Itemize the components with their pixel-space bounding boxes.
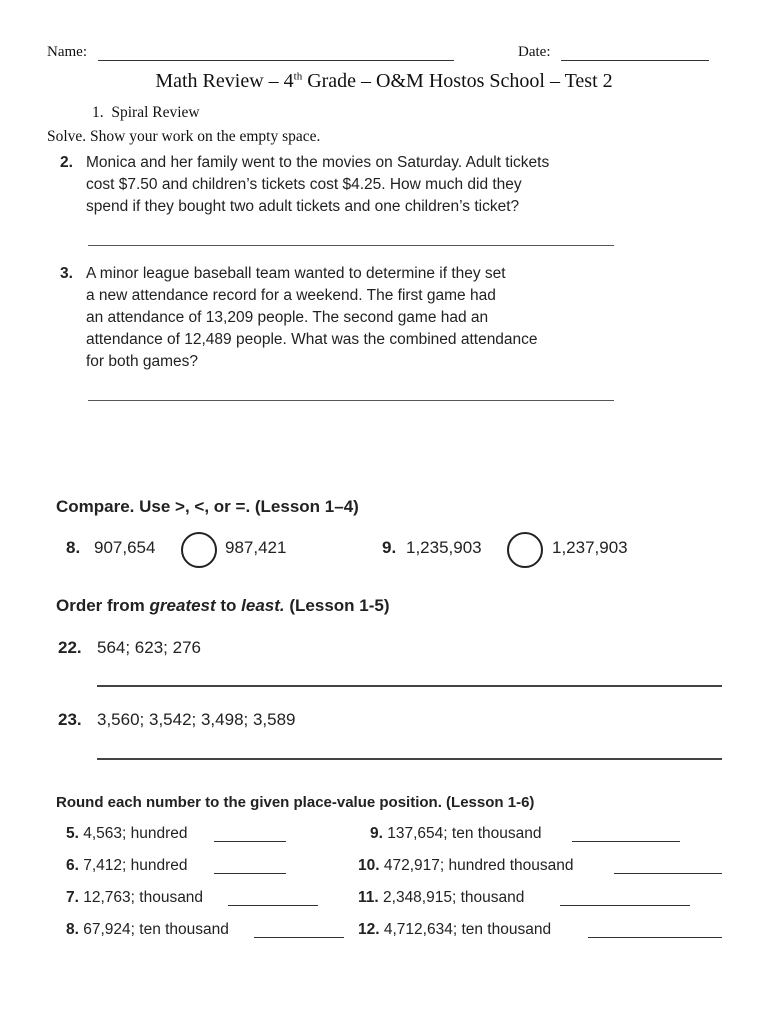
round-9-answer-line[interactable] [572, 841, 680, 842]
round-item-number: 7. [66, 889, 79, 906]
round-8-answer-line[interactable] [254, 937, 344, 938]
round-item-text: 7,412; hundred [83, 857, 188, 874]
instruction-text: Solve. Show your work on the empty space. [47, 128, 321, 145]
order-22-values: 564; 623; 276 [97, 638, 201, 657]
problem-3-answer-line[interactable] [88, 400, 614, 401]
round-item-text: 4,712,634; ten thousand [383, 921, 552, 938]
problem-3-line: an attendance of 13,209 people. The second game had an [86, 309, 489, 326]
round-6-answer-line[interactable] [214, 873, 286, 874]
round-item-9 [370, 825, 542, 843]
date-field[interactable] [561, 60, 709, 61]
order-heading-c: (Lesson 1-5) [284, 596, 390, 615]
order-23-answer-line[interactable] [97, 758, 722, 760]
compare-9-number: 9. [382, 538, 397, 557]
round-item-number: 6. [66, 857, 79, 874]
round-item-8 [66, 921, 229, 939]
round-10-answer-line[interactable] [614, 873, 722, 874]
round-item-number: 10. [358, 857, 380, 874]
name-field[interactable] [98, 60, 454, 61]
round-item-number: 11. [358, 889, 379, 906]
round-7-answer-line[interactable] [228, 905, 318, 906]
order-23-number: 23. [58, 710, 82, 729]
round-item-text: 2,348,915; thousand [383, 889, 525, 906]
problem-3-line: attendance of 12,489 people. What was the combined attendance [86, 331, 538, 348]
compare-8-number: 8. [66, 538, 81, 557]
compare-8-answer-circle[interactable] [181, 532, 217, 568]
round-item-text: 4,563; hundred [83, 825, 188, 842]
round-item-12 [358, 921, 551, 939]
problem-2-line: spend if they bought two adult tickets and one children’s ticket? [86, 198, 520, 215]
compare-9-answer-circle[interactable] [507, 532, 543, 568]
date-label: Date: [518, 44, 551, 60]
order-heading-em2: least. [241, 596, 285, 615]
round-item-11 [358, 889, 524, 907]
round-item-text: 472,917; hundred thousand [383, 857, 574, 874]
compare-heading: Compare. Use >, <, or =. (Lesson 1–4) [56, 497, 359, 516]
round-12-answer-line[interactable] [588, 937, 722, 938]
round-item-number: 8. [66, 921, 79, 938]
round-11-answer-line[interactable] [560, 905, 690, 906]
problem-3-line: a new attendance record for a weekend. The first game had [86, 287, 496, 304]
problem-2-answer-line[interactable] [88, 245, 614, 246]
problem-3-line: for both games? [86, 353, 199, 370]
problem-2-line: Monica and her family went to the movies on Saturday. Adult tickets [86, 154, 550, 171]
round-item-number: 5. [66, 825, 79, 842]
section-title: Spiral Review [111, 104, 200, 121]
order-heading-a: Order from [56, 596, 150, 615]
round-item-7 [66, 889, 203, 907]
order-heading [56, 596, 390, 616]
round-item-number: 9. [370, 825, 383, 842]
problem-3-line: A minor league baseball team wanted to determine if they set [86, 265, 506, 282]
problem-3-text [86, 263, 538, 373]
name-label: Name: [47, 44, 87, 60]
title-main: Math Review – 4 [155, 70, 294, 92]
problem-2-line: cost $7.50 and children’s tickets cost $4.25. How much did they [86, 176, 522, 193]
round-item-text: 12,763; thousand [83, 889, 204, 906]
section-label [92, 104, 200, 122]
order-heading-b: to [215, 596, 242, 615]
problem-2-number: 2. [60, 154, 73, 171]
round-item-5 [66, 825, 188, 843]
order-22-answer-line[interactable] [97, 685, 722, 687]
compare-8-left: 907,654 [94, 538, 156, 557]
compare-8-right: 987,421 [225, 538, 287, 557]
round-item-number: 12. [358, 921, 380, 938]
problem-2-text [86, 152, 549, 218]
section-number: 1. [92, 104, 104, 121]
title-rest: Grade – O&M Hostos School – Test 2 [302, 70, 613, 92]
round-5-answer-line[interactable] [214, 841, 286, 842]
compare-9-right: 1,237,903 [552, 538, 628, 557]
order-22-number: 22. [58, 638, 82, 657]
page-title [0, 70, 768, 93]
round-item-text: 67,924; ten thousand [83, 921, 229, 938]
compare-9-left: 1,235,903 [406, 538, 482, 557]
order-23-values: 3,560; 3,542; 3,498; 3,589 [97, 710, 296, 729]
round-heading: Round each number to the given place-value position. (Lesson 1-6) [56, 794, 535, 811]
title-superscript: th [293, 70, 303, 83]
round-item-6 [66, 857, 188, 875]
round-item-text: 137,654; ten thousand [387, 825, 542, 842]
order-heading-em1: greatest [149, 596, 216, 615]
round-item-10 [358, 857, 574, 875]
problem-3-number: 3. [60, 265, 73, 282]
